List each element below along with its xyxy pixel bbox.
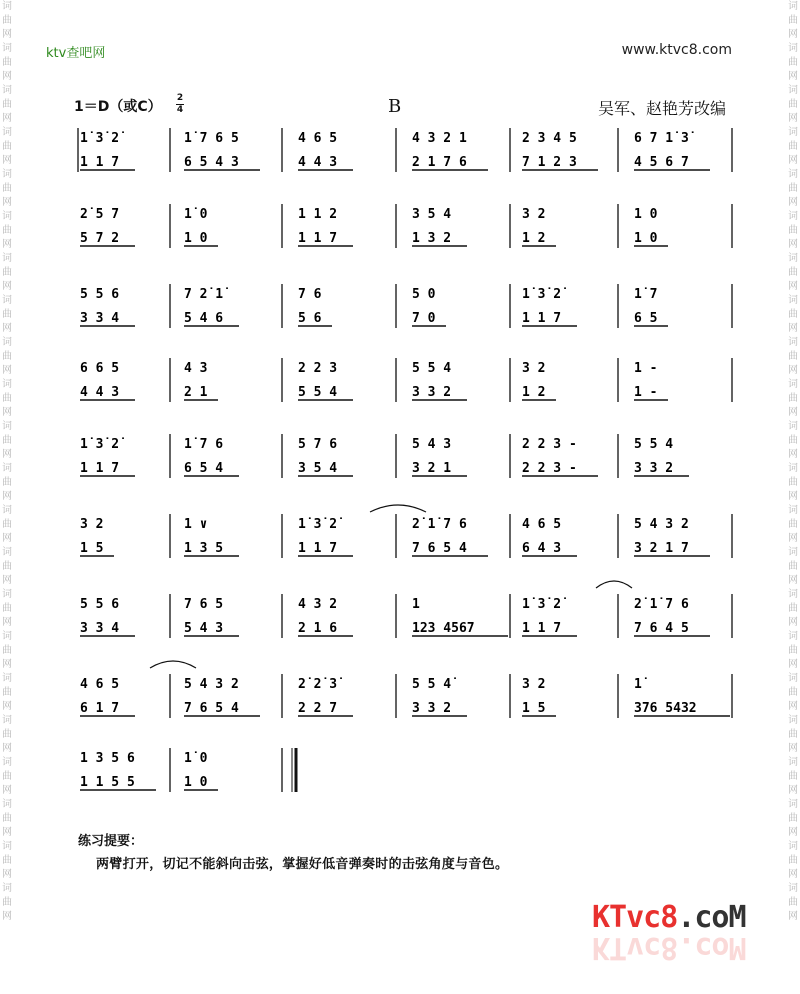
measure-upper-5-0: 3 2 <box>80 517 104 532</box>
measure-lower-0-5: 4 5 6 7 <box>634 155 689 170</box>
measure-upper-4-5: 5 5 4 <box>634 437 674 452</box>
measure-lower-1-0: 5 7 2 <box>80 231 120 246</box>
measure-upper-6-5: 2̇ 1̇ 7 6 <box>634 597 689 612</box>
measure-lower-3-5: 1 - <box>634 385 658 400</box>
site-logo: KTvc8.coM <box>592 900 746 935</box>
measure-lower-1-1: 1 0 <box>184 231 208 246</box>
measure-upper-4-4: 2 2 3 - <box>522 437 577 452</box>
measure-upper-3-0: 6 6 5 <box>80 361 120 376</box>
measure-upper-1-3: 3 5 4 <box>412 207 452 222</box>
measure-upper-3-2: 2 2 3 <box>298 361 338 376</box>
tips-text: 两臂打开，切记不能斜向击弦，掌握好低音弹奏时的击弦角度与音色。 <box>96 857 509 872</box>
measure-lower-4-4: 2 2 3 - <box>522 461 577 476</box>
time-signature-top: 2 <box>176 93 184 103</box>
measure-lower-7-1: 7 6 5 4 <box>184 701 239 716</box>
measure-upper-1-1: 1̇ 0 <box>184 207 208 222</box>
measure-upper-6-2: 4 3 2 <box>298 597 338 612</box>
measure-lower-4-5: 3 3 2 <box>634 461 674 476</box>
measure-lower-1-4: 1 2 <box>522 231 546 246</box>
measure-upper-1-0: 2̇ 5 7 <box>80 207 120 222</box>
measure-upper-0-3: 4 3 2 1 <box>412 131 467 146</box>
measure-lower-3-4: 1 2 <box>522 385 546 400</box>
measure-upper-0-1: 1̇ 7 6 5 <box>184 131 239 146</box>
slur-2 <box>150 661 196 668</box>
measure-upper-0-4: 2 3 4 5 <box>522 131 577 146</box>
measure-upper-0-5: 6 7 1̇ 3̇ <box>634 131 689 146</box>
measure-lower-4-0: 1 1 7 <box>80 461 120 476</box>
measure-upper-5-5: 5 4 3 2 <box>634 517 689 532</box>
measure-upper-4-1: 1̇ 7 6 <box>184 437 224 452</box>
measure-lower-1-3: 1 3 2 <box>412 231 452 246</box>
measure-upper-2-2: 7 6 <box>298 287 322 302</box>
measure-lower-5-1: 1 3 5 <box>184 541 224 556</box>
measure-upper-5-3: 2̇ 1̇ 7 6 <box>412 517 467 532</box>
measure-upper-0-0: 1̇ 3̇ 2̇ <box>80 131 120 146</box>
measure-lower-5-4: 6 4 3 <box>522 541 562 556</box>
measure-upper-3-5: 1 - <box>634 361 658 376</box>
measure-lower-6-2: 2 1 6 <box>298 621 338 636</box>
measure-upper-6-0: 5 5 6 <box>80 597 120 612</box>
measure-lower-6-0: 3 3 4 <box>80 621 120 636</box>
measure-lower-8-1: 1 0 <box>184 775 208 790</box>
measure-upper-7-3: 5 5 4̇ <box>412 677 452 692</box>
measure-upper-7-1: 5 4 3 2 <box>184 677 239 692</box>
measure-upper-0-2: 4 6 5 <box>298 131 338 146</box>
measure-upper-1-2: 1 1 2 <box>298 207 338 222</box>
measure-lower-7-0: 6 1 7 <box>80 701 120 716</box>
measure-upper-2-5: 1̇ 7 <box>634 287 658 302</box>
measure-lower-4-1: 6 5 4 <box>184 461 224 476</box>
measure-lower-3-1: 2 1 <box>184 385 208 400</box>
measure-lower-4-2: 3 5 4 <box>298 461 338 476</box>
key-signature: 1＝D（或C） <box>74 99 162 115</box>
measure-upper-2-0: 5 5 6 <box>80 287 120 302</box>
measure-upper-3-1: 4 3 <box>184 361 208 376</box>
measure-lower-0-4: 7 1 2 3 <box>522 155 577 170</box>
measure-upper-3-4: 3 2 <box>522 361 546 376</box>
left-watermark: 词曲网词曲网词曲网词曲网词曲网词曲网词曲网词曲网词曲网词曲网词曲网词曲网词曲网词曲网词曲网词曲网词曲网词曲网词曲网词曲网词曲网词曲网 <box>2 1 12 922</box>
measure-lower-2-3: 7 0 <box>412 311 436 326</box>
measure-lower-6-5: 7 6 4 5 <box>634 621 689 636</box>
section-label: B <box>388 96 402 117</box>
measure-lower-2-1: 5 4 6 <box>184 311 224 326</box>
measure-lower-2-0: 3 3 4 <box>80 311 120 326</box>
measure-lower-3-3: 3 3 2 <box>412 385 452 400</box>
arranger-credit: 吴军、赵艳芳改编 <box>597 99 726 118</box>
slur-1 <box>596 581 632 588</box>
measure-upper-7-2: 2̇ 2̇ 3̇ <box>298 677 338 692</box>
measure-upper-2-3: 5 0 <box>412 287 436 302</box>
measure-lower-0-1: 6 5 4 3 <box>184 155 239 170</box>
measure-lower-0-0: 1 1 7 <box>80 155 120 170</box>
right-watermark: 词曲网词曲网词曲网词曲网词曲网词曲网词曲网词曲网词曲网词曲网词曲网词曲网词曲网词曲网词曲网词曲网词曲网词曲网词曲网词曲网词曲网词曲网 <box>788 1 798 922</box>
measure-upper-7-0: 4 6 5 <box>80 677 120 692</box>
measure-lower-5-0: 1 5 <box>80 541 104 556</box>
measure-upper-6-3: 1 <box>412 597 420 612</box>
measure-lower-2-5: 6 5 <box>634 311 658 326</box>
site-logo-reflection: KTvc8.coM <box>592 930 746 965</box>
slur-0 <box>370 505 426 512</box>
measure-upper-6-1: 7 6 5 <box>184 597 224 612</box>
measure-lower-5-3: 7 6 5 4 <box>412 541 467 556</box>
measure-upper-8-1: 1̇ 0 <box>184 751 208 766</box>
measure-upper-4-0: 1̇ 3̇ 2̇ <box>80 437 120 452</box>
measure-lower-6-1: 5 4 3 <box>184 621 224 636</box>
measure-upper-7-4: 3 2 <box>522 677 546 692</box>
measure-lower-8-0: 1 1 5 5 <box>80 775 135 790</box>
measure-lower-4-3: 3 2 1 <box>412 461 452 476</box>
measure-upper-4-2: 5 7 6 <box>298 437 338 452</box>
site-url[interactable]: www.ktvc8.com <box>621 42 732 58</box>
measure-upper-6-4: 1̇ 3̇ 2̇ <box>522 597 562 612</box>
measure-upper-7-5: 1̇ <box>634 677 642 692</box>
measure-lower-6-4: 1 1 7 <box>522 621 562 636</box>
measure-lower-7-5: 376 5432 <box>634 701 697 716</box>
measure-lower-2-4: 1 1 7 <box>522 311 562 326</box>
measure-upper-2-1: 7 2̇ 1̇ <box>184 287 224 302</box>
measure-lower-3-0: 4 4 3 <box>80 385 120 400</box>
measure-upper-8-0: 1 3 5 6 <box>80 751 135 766</box>
measure-upper-1-4: 3 2 <box>522 207 546 222</box>
measure-lower-5-5: 3 2 1 7 <box>634 541 689 556</box>
measure-upper-3-3: 5 5 4 <box>412 361 452 376</box>
measure-lower-2-2: 5 6 <box>298 311 322 326</box>
tips-title: 练习提要： <box>78 834 144 849</box>
time-signature-bottom: 4 <box>176 105 184 115</box>
measure-upper-5-4: 4 6 5 <box>522 517 562 532</box>
measure-lower-0-2: 4 4 3 <box>298 155 338 170</box>
measure-lower-7-2: 2 2 7 <box>298 701 338 716</box>
measure-upper-1-5: 1 0 <box>634 207 658 222</box>
measure-lower-3-2: 5 5 4 <box>298 385 338 400</box>
measure-lower-0-3: 2 1 7 6 <box>412 155 467 170</box>
site-name[interactable]: ktv查吧网 <box>46 46 106 61</box>
measure-lower-5-2: 1 1 7 <box>298 541 338 556</box>
measure-upper-5-1: 1 ∨ <box>184 517 208 532</box>
measure-lower-7-3: 3 3 2 <box>412 701 452 716</box>
measure-lower-6-3: 123 4567 <box>412 621 475 636</box>
measure-upper-5-2: 1̇ 3̇ 2̇ <box>298 517 338 532</box>
measure-lower-1-5: 1 0 <box>634 231 658 246</box>
measure-upper-2-4: 1̇ 3̇ 2̇ <box>522 287 562 302</box>
measure-lower-7-4: 1 5 <box>522 701 546 716</box>
measure-lower-1-2: 1 1 7 <box>298 231 338 246</box>
measure-upper-4-3: 5 4 3 <box>412 437 452 452</box>
